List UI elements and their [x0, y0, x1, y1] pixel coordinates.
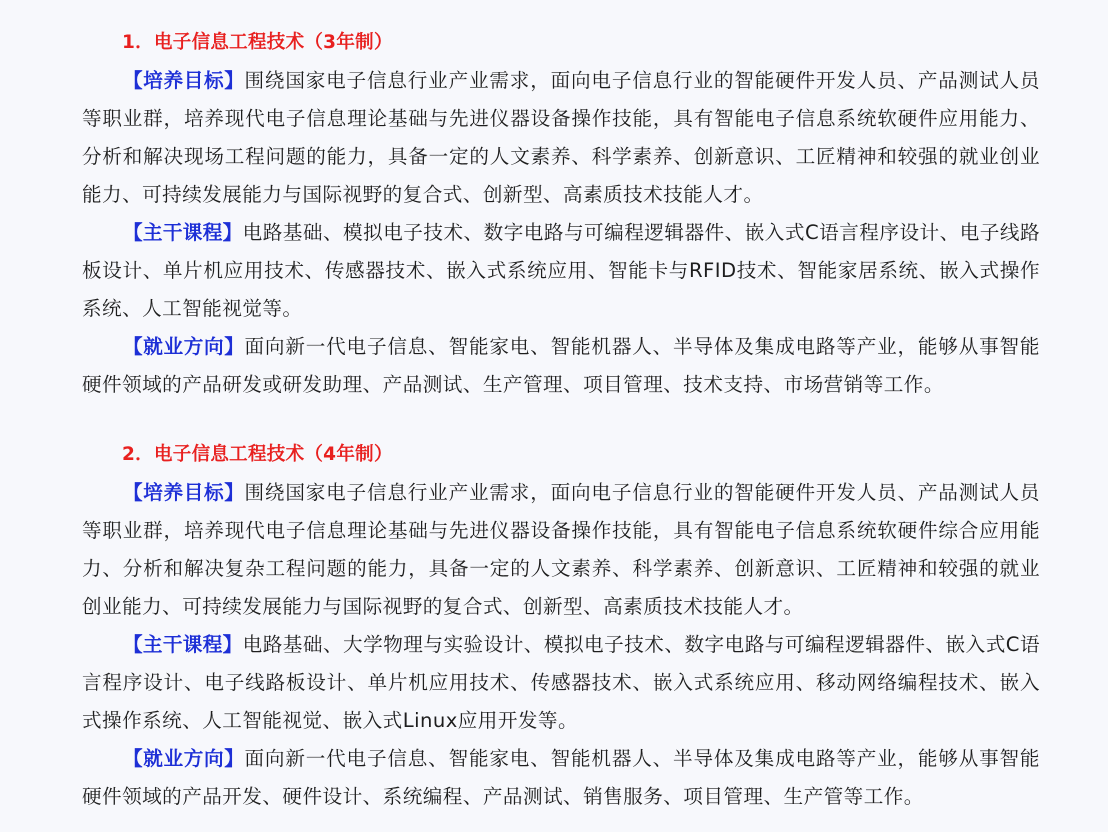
main-courses-text: 电路基础、模拟电子技术、数字电路与可编程逻辑器件、嵌入式C语言程序设计、电子线路板设计、单片机应用技术、传感器技术、嵌入式系统应用、智能卡与RFID技术、智能家居系统、嵌入式操作系统、人工智能视觉等。: [82, 221, 1040, 320]
main-courses-paragraph: [82, 626, 1040, 740]
training-goal-paragraph: [82, 62, 1040, 214]
career-direction-text: 面向新一代电子信息、智能家电、智能机器人、半导体及集成电路等产业，能够从事智能硬件领域的产品研发或研发助理、产品测试、生产管理、项目管理、技术支持、市场营销等工作。: [82, 335, 1040, 396]
section-title: 2．电子信息工程技术（4年制）: [122, 444, 393, 465]
training-goal-paragraph: [82, 474, 1040, 626]
career-direction-paragraph: [82, 328, 1040, 404]
main-courses-label: 【主干课程】: [123, 221, 243, 244]
career-direction-label: 【就业方向】: [123, 747, 245, 770]
program-section-4-year: [82, 436, 1040, 816]
career-direction-label: 【就业方向】: [123, 335, 245, 358]
training-goal-text: 围绕国家电子信息行业产业需求，面向电子信息行业的智能硬件开发人员、产品测试人员等职业群，培养现代电子信息理论基础与先进仪器设备操作技能，具有智能电子信息系统软硬件综合应用能力、分析和解决复杂工程问题的能力，具备一定的人文素养、科学素养、创新意识、工匠精神和较强的就业创业能力、可持续发展能力与国际视野的复合式、创新型、高素质技术技能人才。: [82, 481, 1040, 618]
program-section-3-year: [82, 24, 1040, 404]
main-courses-paragraph: [82, 214, 1040, 328]
section-title: 1．电子信息工程技术（3年制）: [122, 32, 393, 53]
career-direction-text: 面向新一代电子信息、智能家电、智能机器人、半导体及集成电路等产业，能够从事智能硬件领域的产品开发、硬件设计、系统编程、产品测试、销售服务、项目管理、生产管等工作。: [82, 747, 1040, 808]
career-direction-paragraph: [82, 740, 1040, 816]
main-courses-text: 电路基础、大学物理与实验设计、模拟电子技术、数字电路与可编程逻辑器件、嵌入式C语言程序设计、电子线路板设计、单片机应用技术、传感器技术、嵌入式系统应用、移动网络编程技术、嵌入式操作系统、人工智能视觉、嵌入式Linux应用开发等。: [82, 633, 1040, 732]
training-goal-label: 【培养目标】: [123, 481, 245, 504]
training-goal-text: 围绕国家电子信息行业产业需求，面向电子信息行业的智能硬件开发人员、产品测试人员等职业群，培养现代电子信息理论基础与先进仪器设备操作技能，具有智能电子信息系统软硬件应用能力、分析和解决现场工程问题的能力，具备一定的人文素养、科学素养、创新意识、工匠精神和较强的就业创业能力、可持续发展能力与国际视野的复合式、创新型、高素质技术技能人才。: [82, 69, 1040, 206]
main-courses-label: 【主干课程】: [123, 633, 243, 656]
training-goal-label: 【培养目标】: [123, 69, 245, 92]
